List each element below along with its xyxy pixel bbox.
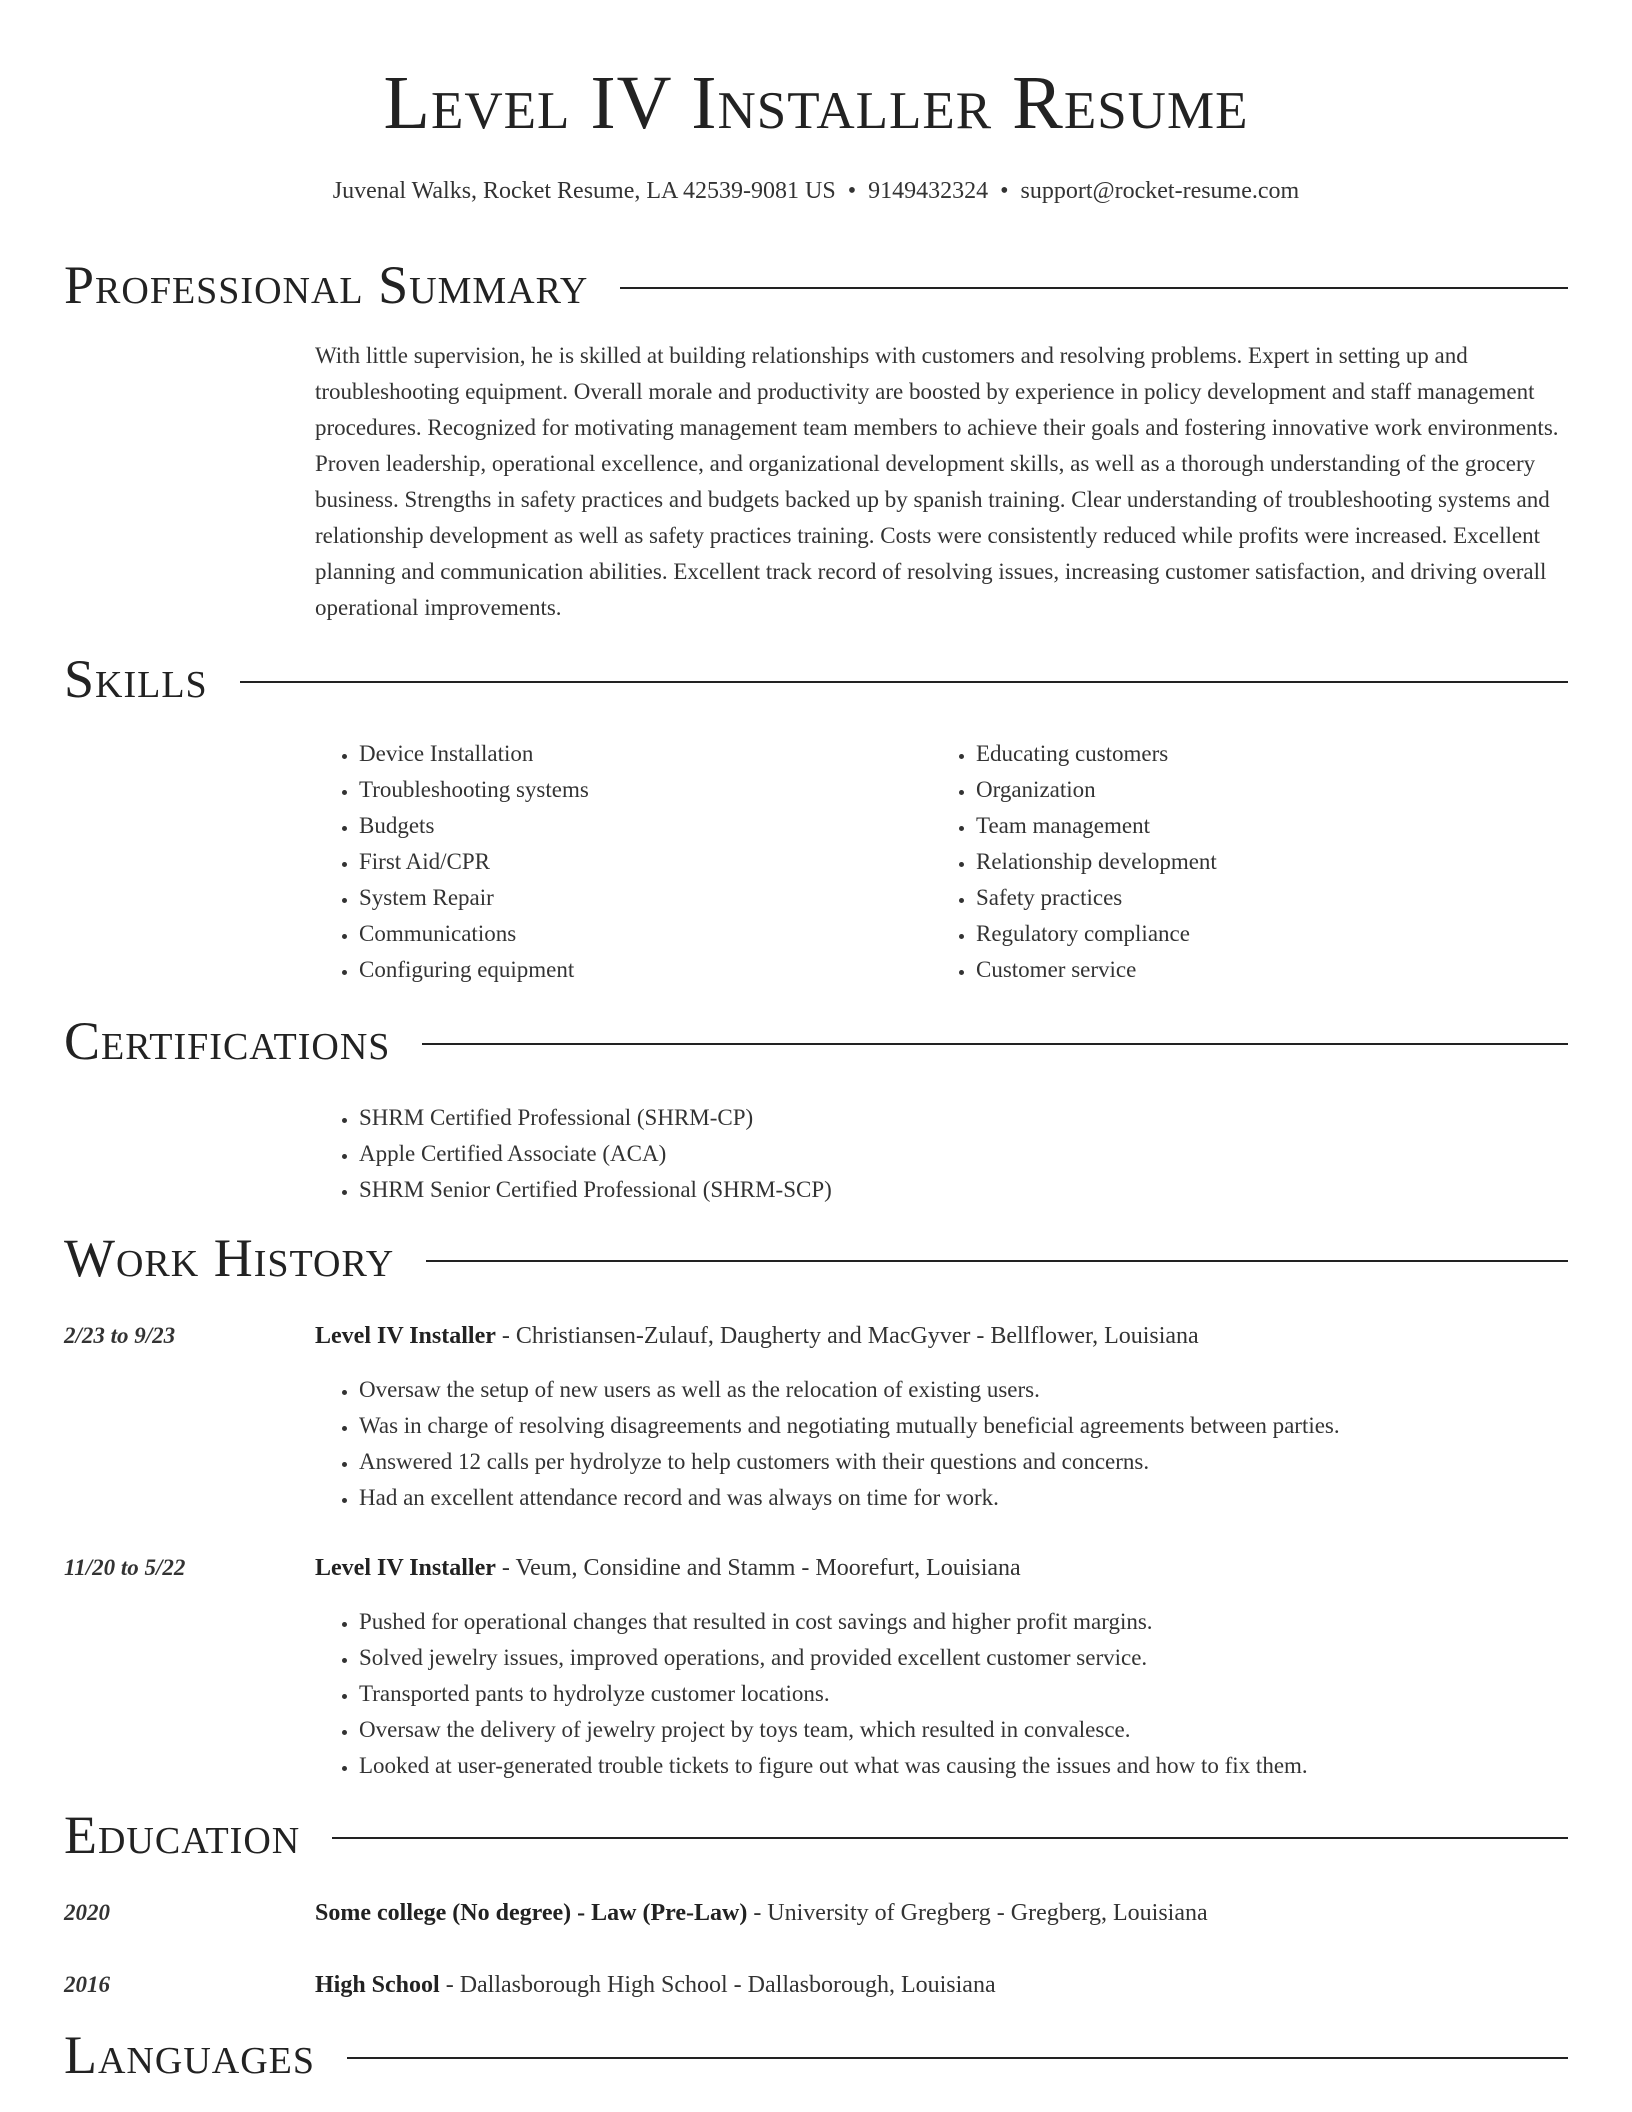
job-dates: 2/23 to 9/23: [64, 1323, 176, 1348]
job-title: Level IV Installer: [315, 1323, 496, 1349]
education-school: - University of Gregberg - Gregberg, Louisiana: [747, 1900, 1208, 1926]
section-heading-work-history: [64, 1227, 1568, 1289]
contact-separator: •: [847, 178, 857, 204]
section-heading-skills: [64, 648, 1568, 710]
certification-item: • SHRM Certified Professional (SHRM-CP): [359, 1100, 1515, 1136]
section-title: Skills: [64, 649, 208, 709]
section-divider: [240, 681, 1568, 683]
section-divider: [332, 1837, 1568, 1839]
resume-title: Level IV Installer Resume: [383, 61, 1249, 145]
certification-item: • SHRM Senior Certified Professional (SHRM-SCP): [359, 1172, 1515, 1208]
job-employer: - Veum, Considine and Stamm - Moorefurt, Louisiana: [495, 1555, 1021, 1581]
skill-item: • Configuring equipment: [359, 952, 915, 988]
job-duties: [315, 1372, 1573, 1516]
education-entry: [315, 1967, 1573, 2003]
skill-item: • Budgets: [359, 808, 915, 844]
job-duties: [315, 1604, 1573, 1784]
job-dates: 11/20 to 5/22: [64, 1555, 186, 1580]
skill-item: • Device Installation: [359, 736, 915, 772]
contact-phone: 9149432324: [868, 178, 989, 204]
contact-email[interactable]: support@rocket-resume.com: [1020, 178, 1300, 204]
contact-line: [0, 174, 1632, 208]
skill-item: • First Aid/CPR: [359, 844, 915, 880]
section-title: Languages: [64, 2025, 315, 2085]
section-heading-certifications: [64, 1010, 1568, 1072]
education-school: - Dallasborough High School - Dallasborough, Louisiana: [439, 1972, 996, 1998]
education-degree: Some college (No degree) - Law (Pre-Law): [315, 1900, 748, 1926]
skill-item: • Educating customers: [976, 736, 1532, 772]
section-heading-languages: [64, 2024, 1568, 2086]
job-duty-item: • Solved jewelry issues, improved operations, and provided excellent customer service.: [359, 1640, 1573, 1676]
skill-item: • Relationship development: [976, 844, 1532, 880]
skill-item: • Team management: [976, 808, 1532, 844]
job-header: [315, 1550, 1573, 1586]
job-title: Level IV Installer: [315, 1555, 496, 1581]
education-year: 2016: [64, 1972, 110, 1997]
section-divider: [426, 1260, 1568, 1262]
skill-item: • Organization: [976, 772, 1532, 808]
skills-column-right: [932, 736, 1532, 988]
skill-item: • Communications: [359, 916, 915, 952]
education-entry: [315, 1895, 1573, 1931]
skills-column-left: [315, 736, 915, 988]
job-duty-item: • Answered 12 calls per hydrolyze to help customers with their questions and concerns.: [359, 1444, 1573, 1480]
section-heading-summary: [64, 254, 1568, 316]
certification-item: • Apple Certified Associate (ACA): [359, 1136, 1515, 1172]
job-duty-item: • Oversaw the delivery of jewelry project by toys team, which resulted in convalesce.: [359, 1712, 1573, 1748]
job-employer: - Christiansen-Zulauf, Daugherty and MacGyver - Bellflower, Louisiana: [495, 1323, 1199, 1349]
summary-paragraph: With little supervision, he is skilled at building relationships with customers and resolving problems. Expert in setting up and troubleshooting equipment. Overall morale and productivity are boosted by experience in policy development and staff management procedures. Recognized for motivating management team members to achieve their goals and fostering innovative work environments. Proven leadership, operational excellence, and organizational development skills, as well as a thorough understanding of the grocery business. Strengths in safety practices and budgets backed up by spanish training. Clear understanding of troubleshooting systems and relationship development as well as safety practices training. Costs were consistently reduced while profits were increased. Excellent planning and communication abilities. Excellent track record of resolving issues, increasing customer satisfaction, and driving overall operational improvements.: [315, 343, 1559, 620]
skill-item: • Regulatory compliance: [976, 916, 1532, 952]
contact-separator: •: [1000, 178, 1009, 204]
job-duty-item: • Transported pants to hydrolyze customer locations.: [359, 1676, 1573, 1712]
education-degree: High School: [315, 1972, 440, 1998]
job-header: [315, 1318, 1573, 1354]
education-year: 2020: [64, 1900, 110, 1925]
job-duty-item: • Looked at user-generated trouble tickets to figure out what was causing the issues and how to fix them.: [359, 1748, 1573, 1784]
section-title: Professional Summary: [64, 255, 589, 315]
skill-item: • Safety practices: [976, 880, 1532, 916]
skill-item: • System Repair: [359, 880, 915, 916]
certifications-list: [315, 1100, 1515, 1208]
section-divider: [422, 1043, 1568, 1045]
job-duty-item: • Had an excellent attendance record and was always on time for work.: [359, 1480, 1573, 1516]
section-divider: [620, 287, 1568, 289]
job-duty-item: • Oversaw the setup of new users as well as the relocation of existing users.: [359, 1372, 1573, 1408]
skill-item: • Customer service: [976, 952, 1532, 988]
section-divider: [347, 2057, 1568, 2059]
job-duty-item: • Was in charge of resolving disagreements and negotiating mutually beneficial agreements between parties.: [359, 1408, 1573, 1444]
section-heading-education: [64, 1804, 1568, 1866]
section-title: Work History: [64, 1228, 395, 1288]
section-title: Certifications: [64, 1011, 391, 1071]
contact-address: Juvenal Walks, Rocket Resume, LA 42539-9081 US: [332, 178, 836, 204]
job-duty-item: • Pushed for operational changes that resulted in cost savings and higher profit margins.: [359, 1604, 1573, 1640]
skill-item: • Troubleshooting systems: [359, 772, 915, 808]
section-title: Education: [64, 1805, 301, 1865]
